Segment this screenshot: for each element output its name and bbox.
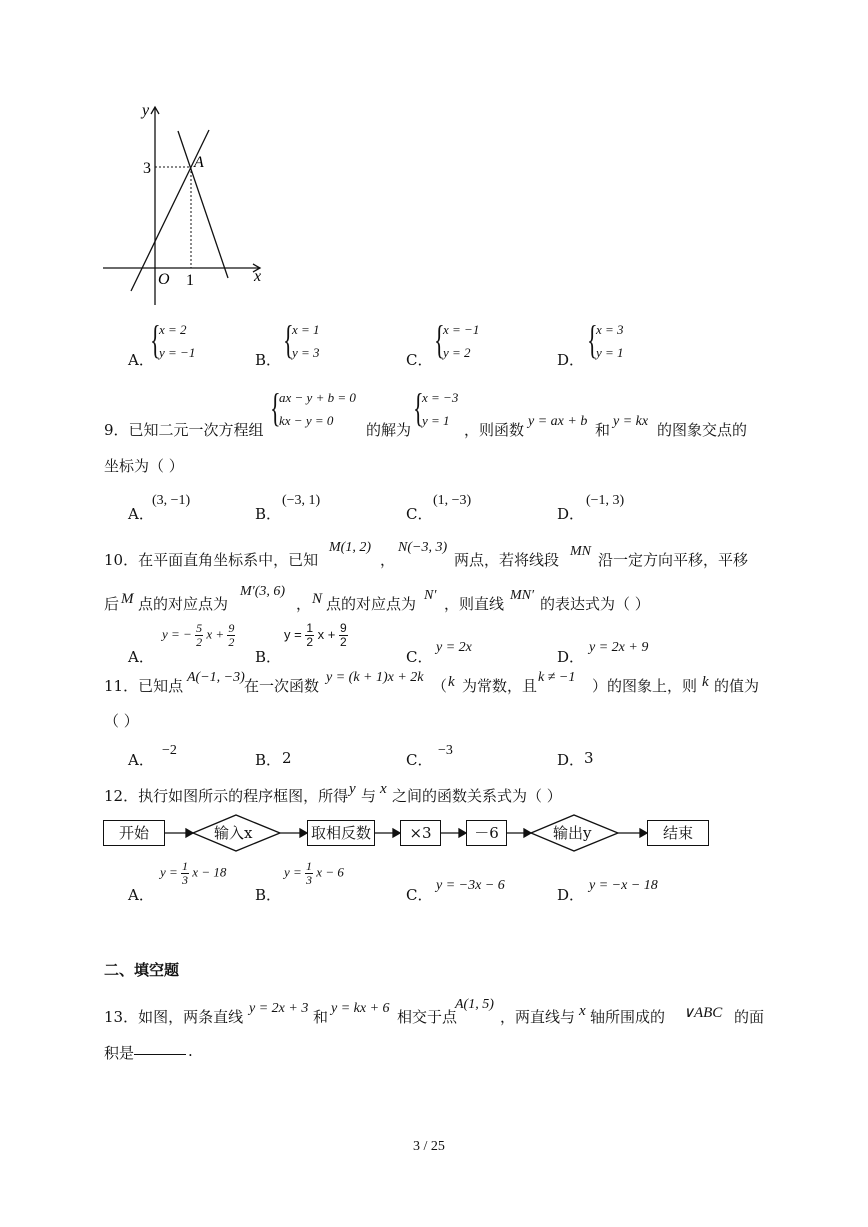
- q13-triangle: ∨ABC: [683, 1005, 723, 1021]
- q9-line2: 坐标为（ ）: [104, 457, 184, 475]
- q12-a-pre: y =: [160, 864, 178, 880]
- q13-line2: 积是: [104, 1044, 135, 1062]
- tick-label-y: 3: [143, 160, 151, 177]
- q9-prefix: 9．已知二元一次方程组: [104, 421, 264, 439]
- q11-point-a: A(−1, −3): [187, 670, 245, 685]
- q9-option-c-value: (1, −3): [433, 493, 472, 508]
- q10-m-italic: M: [121, 591, 134, 607]
- q8-b-row2: y = 3: [292, 345, 320, 360]
- q10-b-frac2: [339, 622, 348, 649]
- q10-a-frac1: [195, 622, 203, 649]
- q9-option-b-value: (−3, 1): [282, 493, 321, 508]
- q8-option-d-letter: D．: [557, 351, 585, 369]
- q10-p9: 的表达式为（ ）: [540, 595, 650, 613]
- flow-end: 结束: [647, 820, 709, 846]
- q12-p1: 12．执行如图所示的程序框图，所得: [104, 787, 349, 805]
- q10-p6: ，: [296, 595, 312, 613]
- q9-option-c-letter: C．: [406, 505, 433, 523]
- q10-point-m: M(1, 2): [329, 540, 371, 555]
- q11-k1: k: [448, 674, 455, 690]
- q10-option-d-value: y = 2x + 9: [589, 640, 649, 655]
- q13-end: .: [188, 1042, 193, 1060]
- q12-y: y: [349, 781, 356, 797]
- q12-x: x: [380, 781, 387, 797]
- q9-mid2: ，则函数: [464, 421, 525, 439]
- q10-a-frac2-den: 2: [228, 635, 235, 649]
- q12-b-frac: [305, 860, 313, 887]
- q10-p5: 点的对应点为: [138, 595, 229, 613]
- q10-b-frac1-num: 1: [306, 621, 314, 635]
- q8-d-row2: y = 1: [596, 345, 624, 360]
- q12-option-d-value: y = −x − 18: [589, 878, 658, 893]
- q12-p2: 与: [361, 787, 377, 805]
- origin-label: O: [158, 271, 170, 288]
- q10-b-mid: x +: [317, 626, 336, 642]
- q10-option-b-expr: [284, 622, 348, 649]
- q12-p3: 之间的函数关系式为（ ）: [392, 787, 562, 805]
- q8-option-c-letter: C．: [406, 351, 433, 369]
- q12-option-d-letter: D．: [557, 886, 585, 904]
- y-axis-label: y: [142, 102, 150, 119]
- q13-p2: 相交于点: [397, 1008, 458, 1026]
- q10-a-frac2-num: 9: [228, 621, 235, 635]
- q8-b-row1: x = 1: [292, 322, 320, 337]
- q11-p2: 在一次函数: [244, 677, 320, 695]
- x-axis-label: x: [254, 268, 262, 285]
- q10-b-frac2-den: 2: [340, 635, 347, 649]
- q13-point-a: A(1, 5): [455, 997, 494, 1012]
- section-heading: 二、填空题: [104, 961, 180, 979]
- q12-option-c-value: y = −3x − 6: [436, 878, 505, 893]
- flow-start: 开始: [103, 820, 165, 846]
- q9-option-b-letter: B．: [255, 505, 282, 523]
- q10-a-mid: x +: [206, 626, 225, 642]
- q10-point-n: N(−3, 3): [398, 540, 448, 555]
- q8-a-row2: y = −1: [159, 345, 196, 360]
- q8-option-c-system: { x = −1 y = 2: [434, 317, 480, 362]
- q10-p4: 后: [104, 595, 120, 613]
- page-number: 3 / 25: [413, 1139, 445, 1154]
- q10-p8: ，则直线: [444, 595, 505, 613]
- q13-function-1: y = 2x + 3: [249, 1001, 309, 1016]
- q9-option-a-value: (3, −1): [152, 493, 191, 508]
- q10-option-a-letter: A．: [128, 648, 154, 666]
- q11-function: y = (k + 1)x + 2k: [326, 670, 424, 685]
- q12-a-frac: [181, 860, 189, 887]
- q10-option-d-letter: D．: [557, 648, 585, 666]
- q11-option-c-letter: C．: [406, 751, 433, 769]
- flow-times-3: ×3: [400, 820, 441, 846]
- q10-segment-mn: MN: [570, 544, 591, 559]
- q9-option-a-letter: A．: [128, 505, 154, 523]
- q10-b-frac2-num: 9: [340, 621, 347, 635]
- q10-option-a-expr: [162, 622, 235, 649]
- q9-mid1: 的解为: [366, 421, 412, 439]
- q11-p4: 为常数，且: [462, 677, 538, 695]
- flow-minus-6: －6: [466, 820, 507, 846]
- q10-b-pre: y =: [284, 626, 302, 642]
- q12-b-frac-num: 1: [306, 859, 313, 873]
- q11-line2: （ ）: [104, 712, 139, 730]
- q10-a-pre: y = −: [162, 626, 192, 642]
- q11-option-d-letter: D．: [557, 751, 585, 769]
- q11-option-d-value: 3: [584, 749, 594, 767]
- q10-point-m-prime: M′(3, 6): [240, 584, 286, 599]
- flow-input-label: 输入x: [214, 824, 253, 842]
- q8-option-d-system: { x = 3 y = 1: [587, 317, 624, 362]
- q12-a-post: x − 18: [192, 864, 227, 880]
- q11-condition: k ≠ −1: [538, 670, 576, 685]
- q8-a-row1: x = 2: [159, 322, 187, 337]
- q8-option-b-letter: B．: [255, 351, 282, 369]
- q10-option-c-letter: C．: [406, 648, 433, 666]
- q8-c-row1: x = −1: [443, 322, 480, 337]
- q11-p5: ）的图象上，则: [592, 677, 698, 695]
- q10-option-c-value: y = 2x: [436, 640, 472, 655]
- q12-option-a-expr: [160, 860, 226, 887]
- q13-p5: 的面: [734, 1008, 765, 1026]
- q13-p3: ，两直线与: [500, 1008, 576, 1026]
- q9-function-1: y = ax + b: [528, 414, 588, 429]
- q9-sys1-row2: kx − y = 0: [279, 413, 334, 428]
- q12-b-pre: y =: [284, 864, 302, 880]
- q11-option-b-value: 2: [282, 749, 292, 767]
- q10-point-n-prime: N′: [424, 588, 437, 603]
- q10-a-frac1-num: 5: [196, 621, 203, 635]
- q11-p1: 11．已知点: [104, 677, 184, 695]
- q13-p4: 轴所围成的: [590, 1008, 666, 1026]
- q9-option-d-letter: D．: [557, 505, 585, 523]
- q10-b-frac1-den: 2: [306, 635, 314, 649]
- q11-option-c-value: −3: [438, 743, 453, 758]
- q11-option-a-letter: A．: [128, 751, 154, 769]
- q10-line-mn-prime: MN′: [510, 588, 535, 603]
- q13-function-2: y = kx + 6: [331, 1001, 390, 1016]
- q10-a-frac2: [227, 622, 235, 649]
- q13-and: 和: [313, 1008, 329, 1026]
- q12-option-b-letter: B．: [255, 886, 282, 904]
- q9-solution-system: { x = −3 y = 1: [413, 385, 459, 430]
- q10-p3: 沿一定方向平移，平移: [598, 551, 749, 569]
- q12-a-frac-den: 3: [182, 873, 189, 887]
- q12-option-c-letter: C．: [406, 886, 433, 904]
- q12-a-frac-num: 1: [182, 859, 189, 873]
- coordinate-graph: [95, 95, 285, 310]
- q9-option-d-value: (−1, 3): [586, 493, 625, 508]
- q11-k2: k: [702, 674, 709, 690]
- q9-sys1-row1: ax − y + b = 0: [279, 390, 356, 405]
- flow-output-label: 输出y: [553, 824, 592, 842]
- q12-b-post: x − 6: [316, 864, 344, 880]
- q9-function-2: y = kx: [613, 414, 649, 429]
- q12-option-b-expr: [284, 860, 344, 887]
- q10-p2: 两点，若将线段: [454, 551, 560, 569]
- q8-option-a-letter: A．: [128, 351, 154, 369]
- q13-x: x: [579, 1003, 586, 1019]
- q12-option-a-letter: A．: [128, 886, 154, 904]
- q11-p3: （: [432, 677, 448, 695]
- q8-c-row2: y = 2: [443, 345, 471, 360]
- q10-n-italic: N: [312, 591, 323, 607]
- q8-option-b-system: { x = 1 y = 3: [283, 317, 320, 362]
- q10-a-frac1-den: 2: [196, 635, 203, 649]
- q9-suffix: 的图象交点的: [657, 421, 748, 439]
- q9-sys2-row2: y = 1: [422, 413, 450, 428]
- q10-p7: 点的对应点为: [326, 595, 417, 613]
- q11-option-b-letter: B．: [255, 751, 282, 769]
- q10-p1: 10．在平面直角坐标系中，已知: [104, 551, 319, 569]
- q10-option-b-letter: B．: [255, 648, 282, 666]
- q11-option-a-value: −2: [162, 743, 177, 758]
- q9-equation-system: { ax − y + b = 0 kx − y = 0: [270, 385, 356, 430]
- flow-negate: 取相反数: [307, 820, 375, 846]
- q9-sys2-row1: x = −3: [422, 390, 459, 405]
- q12-b-frac-den: 3: [306, 873, 313, 887]
- point-label-a: A: [194, 154, 204, 171]
- q10-comma: ，: [380, 551, 396, 569]
- q8-option-a-system: { x = 2 y = −1: [150, 317, 196, 362]
- tick-label-x: 1: [186, 272, 194, 289]
- q10-b-frac1: [305, 622, 314, 649]
- q9-and: 和: [595, 421, 611, 439]
- q11-p6: 的值为: [714, 677, 760, 695]
- q13-p1: 13．如图，两条直线: [104, 1008, 244, 1026]
- q8-d-row1: x = 3: [596, 322, 624, 337]
- q13-answer-blank[interactable]: [134, 1040, 186, 1055]
